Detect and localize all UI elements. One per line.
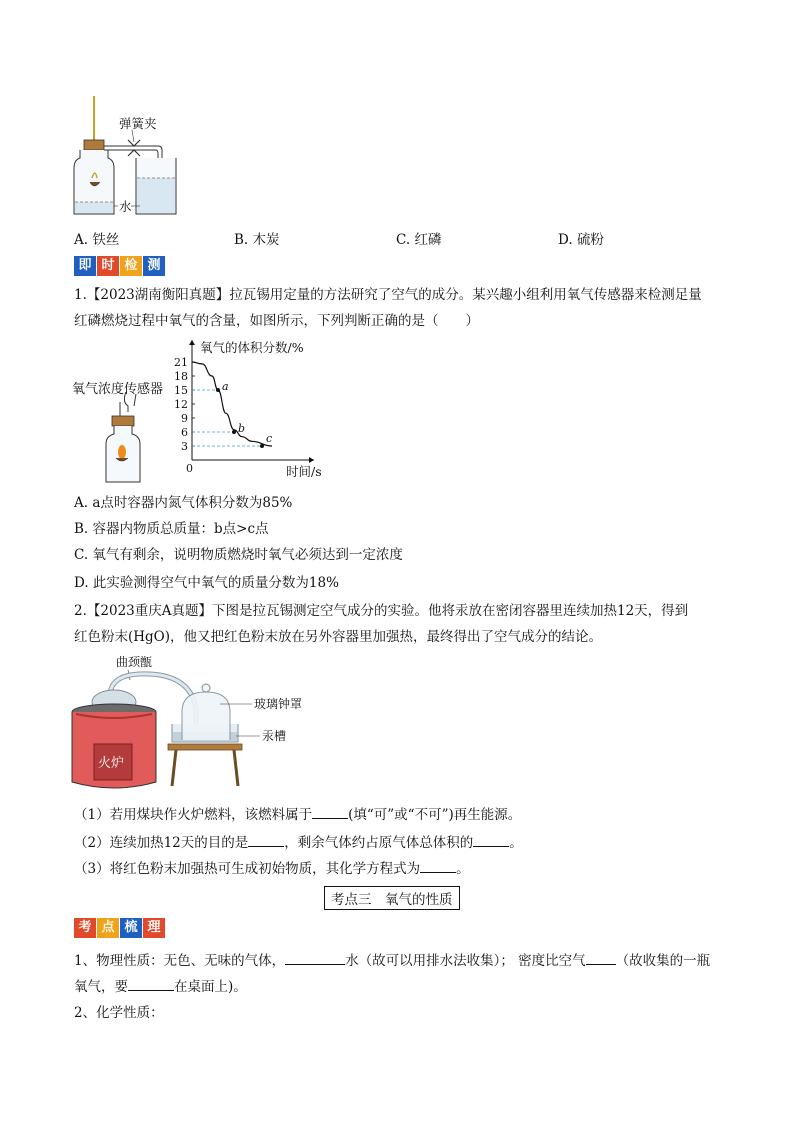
x-axis-arrow (309, 457, 314, 463)
tag-char: 时 (97, 256, 119, 276)
apparatus-figure-1 (70, 94, 180, 220)
y-tick-label: 12 (174, 398, 188, 411)
chart-xlabel: 时间/s (286, 464, 322, 479)
tag-char: 测 (143, 256, 165, 276)
sensor-label: 氧气浓度传感器 (72, 382, 164, 397)
answer-blank[interactable] (312, 804, 348, 819)
y-tick-label: 18 (174, 370, 188, 383)
q2-sub1: （1）若用煤块作火炉燃料，该燃料属于 (填“可”或“不可”)再生能源。 (74, 804, 521, 824)
y-axis-arrow (189, 340, 195, 345)
q1-option-b: B. 容器内物质总质量：b点>c点 (74, 521, 269, 537)
chart-origin: 0 (186, 462, 193, 475)
series-line (192, 362, 272, 446)
answer-blank[interactable] (285, 950, 345, 965)
y-tick-label: 15 (174, 384, 188, 397)
chart-ylabel: 氧气的体积分数/% (200, 340, 304, 355)
q2-stem-line1: 2.【2023重庆A真题】下图是拉瓦锡测定空气成分的实验。他将汞放在密闭容器里连续加热12天，得到 (74, 603, 689, 619)
q1-stem-line2: 红磷燃烧过程中氧气的含量，如图所示，下列判断正确的是（ ） (74, 313, 479, 329)
q1-stem-line1: 1.【2023湖南衡阳真题】拉瓦锡用定量的方法研究了空气的成分。某兴趣小组利用氧气传感器来检测足量 (74, 287, 702, 303)
option-d: D. 硫粉 (558, 232, 604, 248)
answer-blank[interactable] (248, 832, 284, 847)
oxygen-chart (166, 336, 336, 484)
tag-char: 检 (120, 256, 142, 276)
section-tag-review (74, 918, 166, 938)
bell-jar-label: 玻璃钟罩 (254, 697, 303, 711)
notes-physical-line1: 1、物理性质：无色、无味的气体， 水（故可以用排水法收集）； 密度比空气 （故收集的一瓶 (74, 950, 710, 970)
data-point (216, 388, 220, 392)
sensor-apparatus (100, 392, 150, 484)
q1-option-c: C. 氧气有剩余，说明物质燃烧时氧气必须达到一定浓度 (74, 547, 403, 563)
water-label: 水 (119, 199, 132, 214)
tag-char: 点 (97, 918, 119, 938)
answer-blank[interactable] (128, 976, 174, 991)
point-label: c (266, 432, 273, 445)
option-c: C. 红磷 (396, 232, 442, 248)
retort-label: 曲颈甑 (116, 655, 153, 669)
notes-physical-line2: 氧气，要 在桌面上)。 (74, 976, 247, 996)
clip-label: 弹簧夹 (119, 116, 157, 131)
tag-char: 理 (143, 918, 165, 938)
data-point (260, 444, 264, 448)
tag-char: 即 (74, 256, 96, 276)
answer-blank[interactable] (420, 858, 456, 873)
q2-stem-line2: 红色粉末(HgO)，他又把红色粉末放在另外容器里加强热，最终得出了空气成分的结论。 (74, 629, 603, 645)
answer-blank[interactable] (586, 950, 616, 965)
point-label: a (222, 380, 229, 393)
tag-char: 梳 (120, 918, 142, 938)
answer-blank[interactable] (473, 832, 509, 847)
trough-label: 汞槽 (262, 729, 287, 743)
option-a: A. 铁丝 (74, 232, 120, 248)
tag-char: 考 (74, 918, 96, 938)
section-title: 考点三 氧气的性质 (324, 886, 460, 910)
option-b: B. 木炭 (234, 232, 280, 248)
y-tick-label: 21 (174, 356, 188, 369)
q1-option-a: A. a点时容器内氮气体积分数为85% (74, 495, 293, 511)
data-point (232, 430, 236, 434)
q2-sub3: （3）将红色粉末加强热可生成初始物质，其化学方程式为 。 (74, 858, 470, 878)
y-tick-label: 6 (181, 426, 188, 439)
lavoisier-apparatus (70, 652, 310, 798)
furnace-label: 火炉 (98, 756, 125, 771)
y-tick-label: 9 (181, 412, 188, 425)
y-tick-label: 3 (181, 440, 188, 453)
section-tag-practice (74, 256, 166, 276)
point-label: b (238, 422, 246, 435)
q2-sub2: （2）连续加热12天的目的是 ，剩余气体约占原气体总体积的 。 (74, 832, 523, 852)
notes-chemical: 2、化学性质： (74, 1005, 164, 1021)
q1-option-d: D. 此实验测得空气中氧气的质量分数为18% (74, 575, 339, 591)
